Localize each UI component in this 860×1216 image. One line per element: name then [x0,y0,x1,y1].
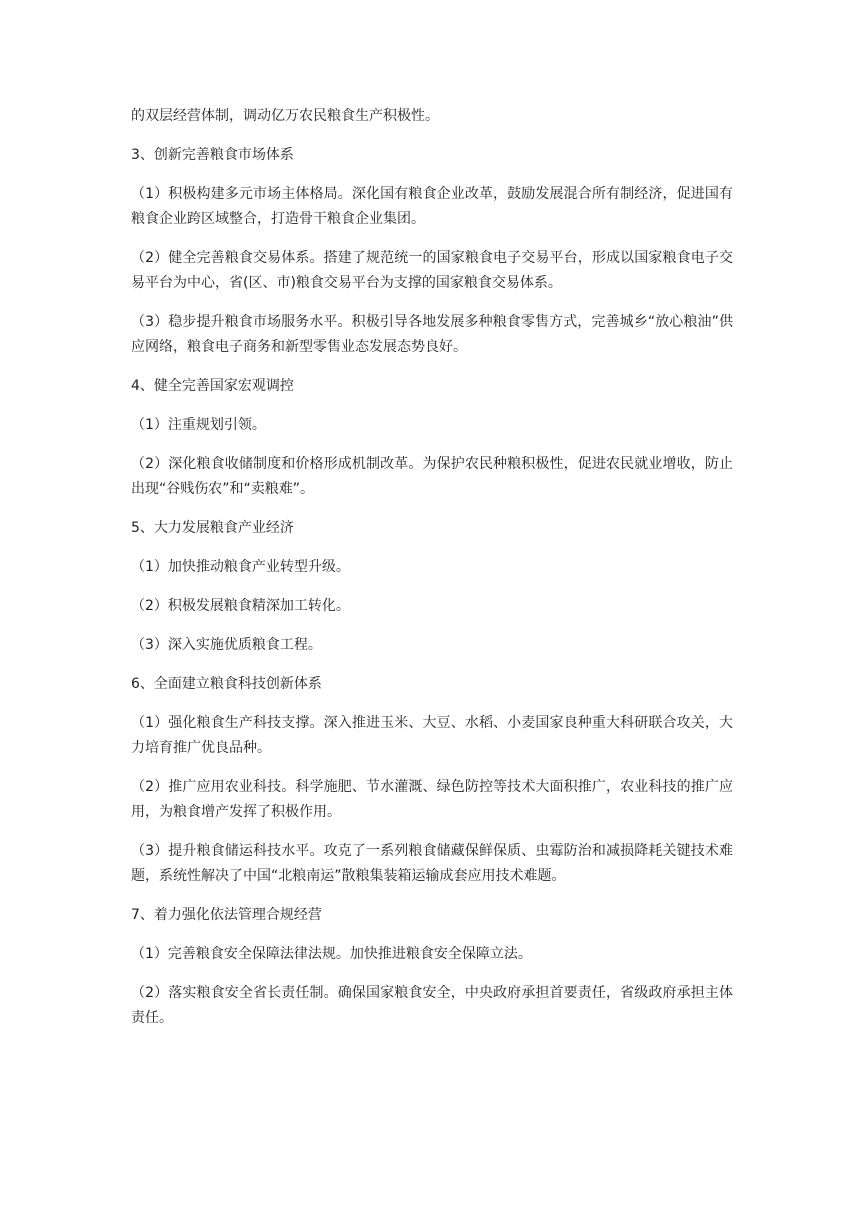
body-paragraph: （2）健全完善粮食交易体系。搭建了规范统一的国家粮食电子交易平台，形成以国家粮食电子交易平台为中心，省(区、市)粮食交易平台为支撑的国家粮食交易体系。 [131,250,733,291]
body-paragraph: （2）积极发展粮食精深加工转化。 [131,598,350,614]
section-heading: 3、创新完善粮食市场体系 [131,147,294,163]
body-paragraph: （2）深化粮食收储制度和价格形成机制改革。为保护农民种粮积极性，促进农民就业增收，防止出现“谷贱伤农”和“卖粮难”。 [131,456,733,497]
body-paragraph: （1）完善粮食安全保障法律法规。加快推进粮食安全保障立法。 [131,946,532,962]
section-heading: 4、健全完善国家宏观调控 [131,378,294,394]
section-heading: 6、全面建立粮食科技创新体系 [131,676,322,692]
section-heading: 5、大力发展粮食产业经济 [131,520,294,536]
body-paragraph: （2）推广应用农业科技。科学施肥、节水灌溉、绿色防控等技术大面积推广，农业科技的推广应用，为粮食增产发挥了积极作用。 [131,779,733,820]
body-paragraph: （1）加快推动粮食产业转型升级。 [131,559,350,575]
body-paragraph: 的双层经营体制，调动亿万农民粮食生产积极性。 [131,108,439,124]
body-paragraph: （1）强化粮食生产科技支撑。深入推进玉米、大豆、水稻、小麦国家良种重大科研联合攻关，大力培育推广优良品种。 [131,715,733,756]
body-paragraph: （3）深入实施优质粮食工程。 [131,637,322,653]
body-paragraph: （2）落实粮食安全省长责任制。确保国家粮食安全，中央政府承担首要责任，省级政府承担主体责任。 [131,985,733,1026]
section-heading: 7、着力强化依法管理合规经营 [131,907,322,923]
body-paragraph: （3）稳步提升粮食市场服务水平。积极引导各地发展多种粮食零售方式，完善城乡“放心粮油”供应网络，粮食电子商务和新型零售业态发展态势良好。 [131,314,733,355]
body-paragraph: （1）积极构建多元市场主体格局。深化国有粮食企业改革，鼓励发展混合所有制经济，促进国有粮食企业跨区域整合，打造骨干粮食企业集团。 [131,186,733,227]
document-body [131,104,733,1045]
body-paragraph: （1）注重规划引领。 [131,417,266,433]
body-paragraph: （3）提升粮食储运科技水平。攻克了一系列粮食储藏保鲜保质、虫霉防治和减损降耗关键技术难题，系统性解决了中国“北粮南运”散粮集装箱运输成套应用技术难题。 [131,843,733,884]
